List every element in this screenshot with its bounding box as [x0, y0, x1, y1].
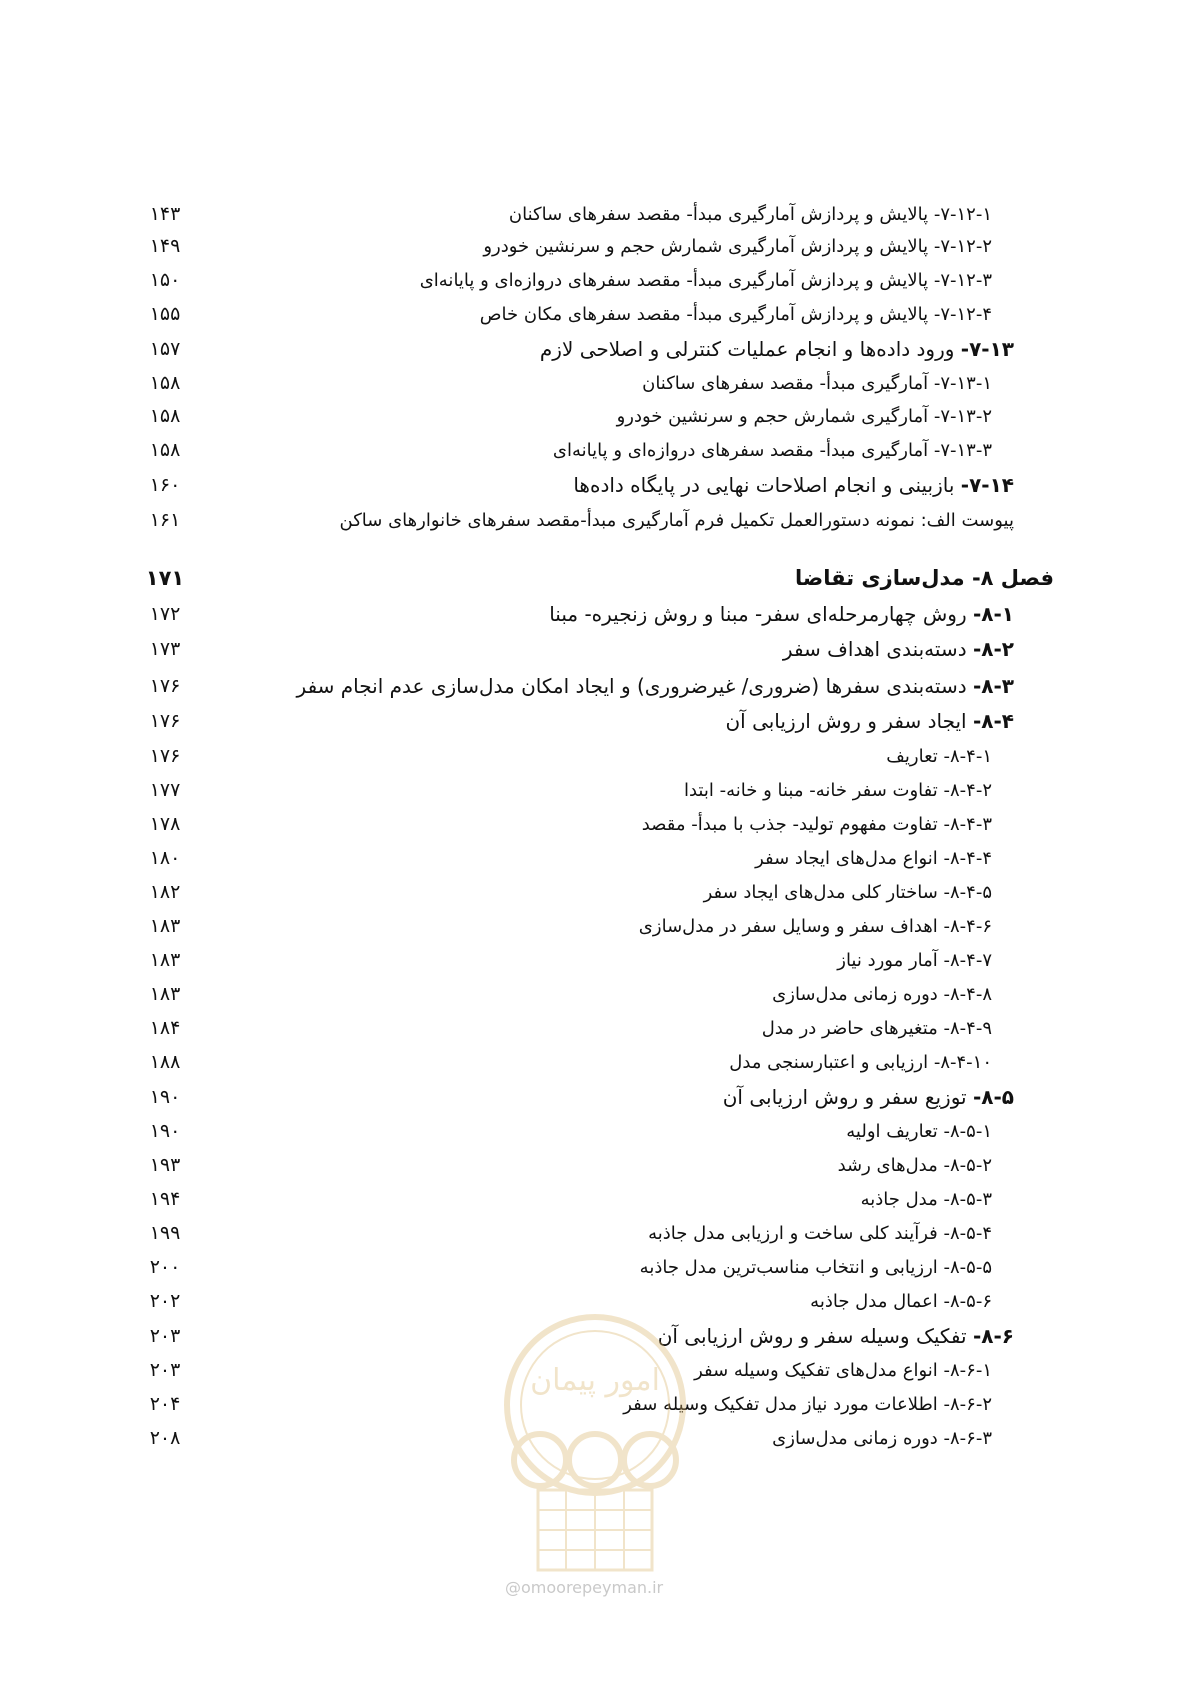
section-title: دسته‌بندی اهداف سفر [782, 637, 967, 661]
toc-entry [140, 772, 1054, 808]
toc-entry-title: ۷-۱۲-۴- پالایش و پردازش آمارگیری مبدأ- مقصد سفرهای مکان خاص [479, 303, 992, 325]
toc-entry-title: ۸-۴-۳- تفاوت مفهوم تولید- جذب با مبدأ- مقصد [641, 813, 992, 835]
page-number: ۱۸۳ [149, 983, 181, 1005]
page-number: ۱۹۰ [149, 1086, 181, 1108]
toc-entry [140, 631, 1054, 667]
watermark-logo-text: امور پیمان [530, 1363, 660, 1398]
page-number: ۱۷۶ [149, 710, 181, 732]
page-number: ۲۰۳ [149, 1359, 181, 1381]
toc-entry-title: ۸-۴-۴- انواع مدل‌های ایجاد سفر [755, 847, 992, 869]
page-number: ۱۷۷ [149, 779, 181, 801]
toc-entry [140, 806, 1054, 842]
page-number: ۱۸۳ [149, 915, 181, 937]
toc-entry-title: ۸-۴-۵- ساختار کلی مدل‌های ایجاد سفر [703, 881, 992, 903]
toc-entry [140, 1386, 1054, 1422]
page-number: ۱۴۹ [149, 235, 181, 257]
toc-entry [140, 331, 1054, 367]
toc-entry [140, 560, 1054, 596]
section-title: توزیع سفر و روش ارزیابی آن [722, 1085, 967, 1109]
toc-entry-title: ۷-۱۳-۲- آمارگیری شمارش حجم و سرنشین خودرو [616, 405, 992, 427]
toc-entry-title: ۸-۶-۲- اطلاعات مورد نیاز مدل تفکیک وسیله سفر [623, 1393, 992, 1415]
toc-entry-title: ۸-۴-۷- آمار مورد نیاز [837, 949, 992, 971]
toc-entry [140, 1283, 1054, 1319]
section-number: ۸-۴- [972, 709, 1014, 733]
toc-entry-title: ۷-۱۳-۱- آمارگیری مبدأ- مقصد سفرهای ساکنان [642, 372, 992, 394]
toc-entry-title: ۸-۵-۲- مدل‌های رشد [837, 1154, 992, 1176]
toc-entry-title: ۸-۴-۱۰- ارزیابی و اعتبارسنجی مدل [729, 1051, 992, 1073]
page-number: ۱۷۲ [149, 603, 181, 625]
section-title: تفکیک وسیله سفر و روش ارزیابی آن [657, 1324, 967, 1348]
toc-entry [140, 703, 1054, 739]
toc-entry [140, 874, 1054, 910]
toc-entry [140, 1352, 1054, 1388]
toc-entry-title: پیوست الف: نمونه دستورالعمل تکمیل فرم آمارگیری مبدأ-مقصد سفرهای خانوارهای ساکن [339, 509, 1014, 531]
toc-entry [140, 942, 1054, 978]
toc-entry [140, 1420, 1054, 1456]
section-number: ۸-۲- [972, 637, 1014, 661]
toc-entry-title [297, 674, 1014, 698]
page-number: ۱۷۶ [149, 675, 181, 697]
toc-entry-title: ۷-۱۲-۱- پالایش و پردازش آمارگیری مبدأ- مقصد سفرهای ساکنان [508, 203, 992, 225]
section-title: روش چهارمرحله‌ای سفر- مبنا و روش زنجیره- مبنا [549, 602, 967, 626]
toc-entry-title [725, 709, 1014, 733]
page-number: ۱۶۰ [149, 474, 181, 496]
toc-entry [140, 262, 1054, 298]
toc-entry-title [549, 602, 1014, 626]
toc-entry [140, 432, 1054, 468]
toc-entry-title: ۸-۴-۱- تعاریف [886, 745, 992, 767]
page-number: ۱۸۰ [149, 847, 181, 869]
section-title: ورود داده‌ها و انجام عملیات کنترلی و اصلاحی لازم [539, 337, 955, 361]
page-number: ۱۸۸ [149, 1051, 181, 1073]
toc-entry-title: ۸-۵-۵- ارزیابی و انتخاب مناسب‌ترین مدل جاذبه [639, 1256, 992, 1278]
toc-entry [140, 1249, 1054, 1285]
toc-entry-title: فصل ۸- مدل‌سازی تقاضا [795, 566, 1054, 590]
page-number: ۱۷۸ [149, 813, 181, 835]
toc-entry [140, 1215, 1054, 1251]
toc-entry [140, 398, 1054, 434]
section-title: ایجاد سفر و روش ارزیابی آن [725, 709, 967, 733]
section-title: بازبینی و انجام اصلاحات نهایی در پایگاه داده‌ها [573, 473, 955, 497]
page-number: ۱۵۰ [149, 269, 181, 291]
watermark-url: @omoorepeyman.ir [505, 1578, 664, 1597]
toc-entry-title: ۸-۶-۳- دوره زمانی مدل‌سازی [772, 1427, 992, 1449]
section-number: ۸-۳- [972, 674, 1014, 698]
page-number: ۱۹۳ [149, 1154, 181, 1176]
page-number: ۱۵۷ [149, 338, 181, 360]
page-number: ۱۸۴ [149, 1017, 181, 1039]
toc-entry-title: ۸-۶-۱- انواع مدل‌های تفکیک وسیله سفر [694, 1359, 992, 1381]
toc-entry [140, 196, 1054, 232]
page-number: ۱۹۹ [149, 1222, 181, 1244]
page-number: ۱۹۴ [149, 1188, 181, 1210]
toc-entry [140, 1318, 1054, 1354]
toc-entry-title: ۸-۵-۱- تعاریف اولیه [846, 1120, 992, 1142]
toc-entry [140, 976, 1054, 1012]
page-number: ۱۷۱ [145, 566, 185, 590]
toc-entry [140, 228, 1054, 264]
toc-entry-title: ۸-۵-۳- مدل جاذبه [860, 1188, 992, 1210]
toc-entry [140, 467, 1054, 503]
toc-entry [140, 1079, 1054, 1115]
toc-entry [140, 1181, 1054, 1217]
toc-entry [140, 1147, 1054, 1183]
toc-entry-title [573, 473, 1014, 497]
section-number: ۷-۱۴- [960, 473, 1014, 497]
toc-entry [140, 365, 1054, 401]
page-number: ۱۹۰ [149, 1120, 181, 1142]
page-number: ۱۷۳ [149, 638, 181, 660]
toc-entry-title: ۸-۴-۲- تفاوت سفر خانه- مبنا و خانه- ابتدا [683, 779, 992, 801]
toc-entry-title: ۷-۱۲-۳- پالایش و پردازش آمارگیری مبدأ- مقصد سفرهای دروازه‌ای و پایانه‌ای [419, 269, 992, 291]
page-number: ۱۴۳ [149, 203, 181, 225]
page-number: ۲۰۴ [149, 1393, 181, 1415]
toc-entry-title: ۸-۴-۸- دوره زمانی مدل‌سازی [772, 983, 992, 1005]
page-number: ۱۶۱ [149, 509, 181, 531]
toc-entry-title [783, 637, 1014, 661]
toc-entry [140, 1113, 1054, 1149]
page-number: ۲۰۸ [149, 1427, 181, 1449]
page-number: ۱۸۳ [149, 949, 181, 971]
toc-entry-title: ۷-۱۲-۲- پالایش و پردازش آمارگیری شمارش حجم و سرنشین خودرو [483, 235, 992, 257]
page-number: ۱۸۲ [149, 881, 181, 903]
toc-entry [140, 296, 1054, 332]
page-number: ۱۵۸ [149, 372, 181, 394]
toc-entry-title: ۸-۵-۶- اعمال مدل جاذبه [810, 1290, 992, 1312]
toc-entry-title: ۷-۱۳-۳- آمارگیری مبدأ- مقصد سفرهای دروازه‌ای و پایانه‌ای [552, 439, 992, 461]
toc-entry-title [658, 1324, 1014, 1348]
toc-entry [140, 502, 1054, 538]
page-number: ۲۰۲ [149, 1290, 181, 1312]
page-number: ۲۰۳ [149, 1325, 181, 1347]
toc-entry-title: ۸-۵-۴- فرآیند کلی ساخت و ارزیابی مدل جاذبه [648, 1222, 992, 1244]
section-number: ۷-۱۳- [960, 337, 1014, 361]
toc-entry [140, 738, 1054, 774]
toc-entry [140, 1010, 1054, 1046]
page-number: ۱۷۶ [149, 745, 181, 767]
toc-entry [140, 668, 1054, 704]
page-number: ۲۰۰ [149, 1256, 181, 1278]
toc-entry-title [723, 1085, 1014, 1109]
page-number: ۱۵۸ [149, 439, 181, 461]
section-title: دسته‌بندی سفرها (ضروری/ غیرضروری) و ایجاد امکان مدل‌سازی عدم انجام سفر [296, 674, 967, 698]
section-number: ۸-۱- [972, 602, 1014, 626]
section-number: ۸-۶- [972, 1324, 1014, 1348]
toc-entry [140, 840, 1054, 876]
page-number: ۱۵۵ [149, 303, 181, 325]
page-number: ۱۵۸ [149, 405, 181, 427]
toc-entry-title [540, 337, 1014, 361]
section-number: ۸-۵- [972, 1085, 1014, 1109]
toc-entry [140, 908, 1054, 944]
toc-entry-title: ۸-۴-۶- اهداف سفر و وسایل سفر در مدل‌سازی [638, 915, 992, 937]
toc-entry [140, 596, 1054, 632]
toc-entry-title: ۸-۴-۹- متغیرهای حاضر در مدل [761, 1017, 992, 1039]
toc-entry [140, 1044, 1054, 1080]
